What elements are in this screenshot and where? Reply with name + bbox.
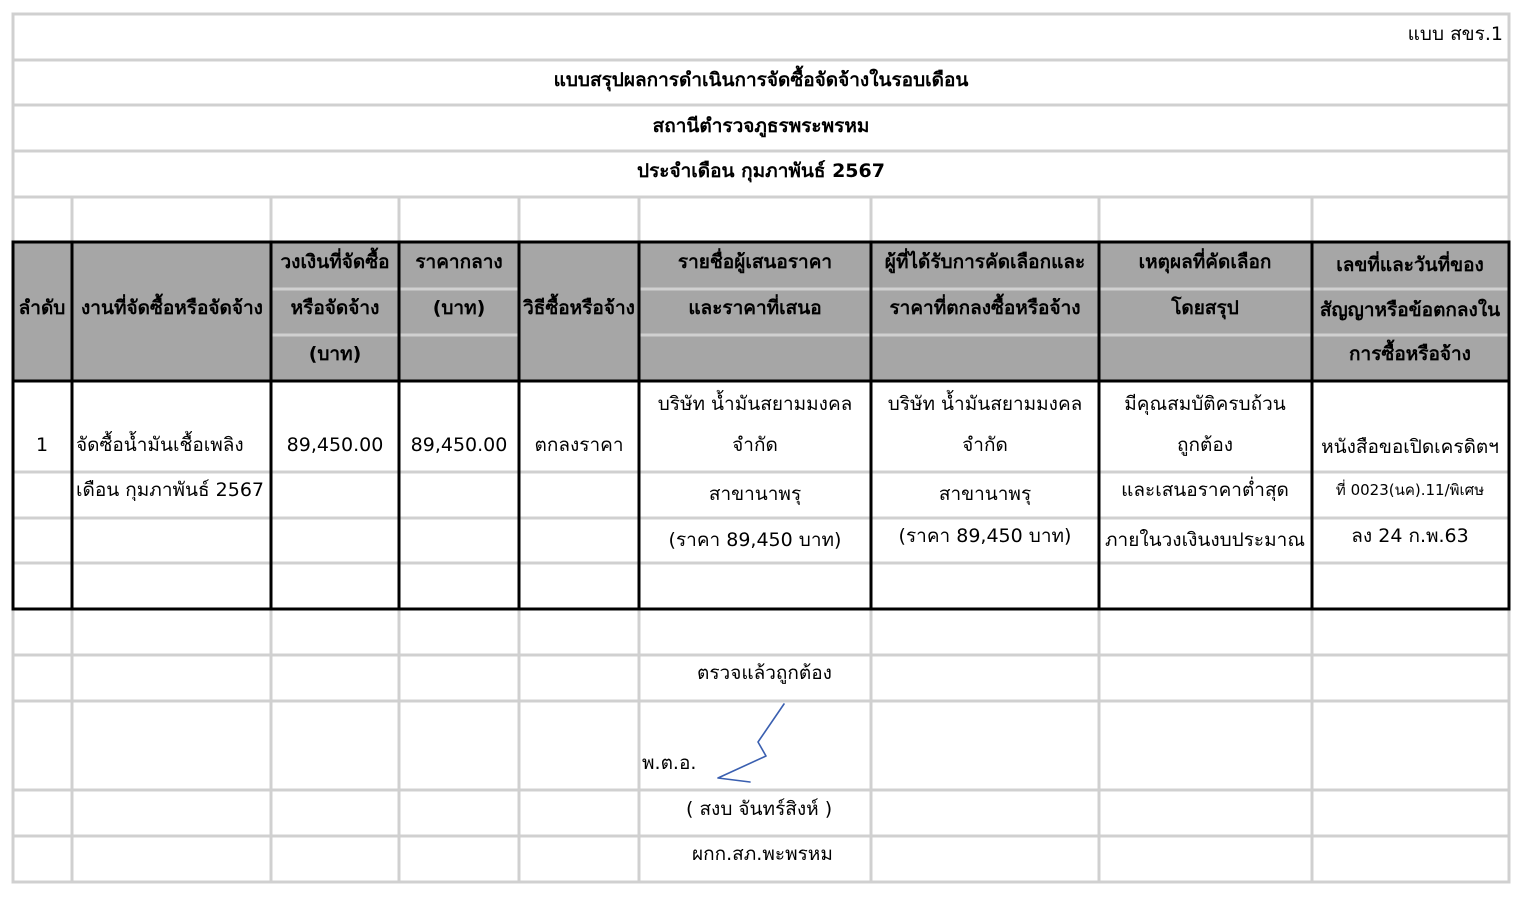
header-budget-line3: (บาท) [308,343,362,365]
verified-text: ตรวจแล้วถูกต้อง [697,662,832,684]
row-winner-line1: บริษัท น้ำมันสยามมงคล [887,393,1083,415]
header-reason-line1: เหตุผลที่คัดเลือก [1138,251,1272,273]
header-budget-line2: หรือจัดจ้าง [290,297,380,319]
signer-name: ( สงบ จันทร์สิงห์ ) [686,798,833,820]
signer-position: ผกก.สภ.พะพรหม [692,843,833,865]
row-method: ตกลงราคา [534,434,624,456]
row-contract-line1: หนังสือขอเปิดเครดิตฯ [1321,436,1499,458]
header-median-line1: ราคากลาง [415,251,503,273]
row-reason-line3: และเสนอราคาต่ำสุด [1121,479,1289,501]
row-reason-line2: ถูกต้อง [1176,434,1234,456]
agency-name: สถานีตำรวจภูธรพระพรหม [652,115,870,137]
row-contract-line3: ลง 24 ก.พ.63 [1351,525,1469,547]
report-period: ประจำเดือน กุมภาพันธ์ 2567 [637,160,885,182]
header-contract-line2: สัญญาหรือข้อตกลงใน [1319,299,1501,321]
row-task-line1: จัดซื้อน้ำมันเชื้อเพลิง [76,434,244,456]
row-winner-line3: สาขานาพรุ [938,483,1032,505]
row-task-line2: เดือน กุมภาพันธ์ 2567 [76,479,264,501]
row-no: 1 [35,434,49,456]
header-median-line2: (บาท) [432,297,486,319]
header-budget-line1: วงเงินที่จัดซื้อ [280,251,390,273]
row-winner-line4: (ราคา 89,450 บาท) [898,525,1072,547]
row-reason-line1: มีคุณสมบัติครบถ้วน [1124,393,1286,415]
header-reason-line2: โดยสรุป [1171,297,1239,319]
row-bidders-line4: (ราคา 89,450 บาท) [668,529,842,551]
signer-rank: พ.ต.อ. [642,752,697,774]
row-contract-line2: ที่ 0023(นค).11/พิเศษ [1335,481,1485,499]
header-winner-line1: ผู้ที่ได้รับการคัดเลือกและ [884,251,1086,273]
header-bidders-line2: และราคาที่เสนอ [688,297,822,319]
header-bidders-line1: รายชื่อผู้เสนอราคา [677,251,833,273]
header-task: งานที่จัดซื้อหรือจัดจ้าง [81,297,263,319]
signature-mark [718,704,784,782]
form-title: แบบสรุปผลการดำเนินการจัดซื้อจัดจ้างในรอบเดือน [553,69,969,91]
header-winner-line2: ราคาที่ตกลงซื้อหรือจ้าง [889,297,1081,319]
header-contract-line1: เลขที่และวันที่ของ [1336,254,1484,276]
row-median: 89,450.00 [410,434,508,456]
row-reason-line4: ภายในวงเงินงบประมาณ [1105,529,1305,551]
header-no: ลำดับ [18,297,66,319]
row-bidders-line1: บริษัท น้ำมันสยามมงคล [657,393,853,415]
header-method: วิธีซื้อหรือจ้าง [523,297,635,319]
row-budget: 89,450.00 [286,434,384,456]
row-bidders-line2: จำกัด [732,434,778,456]
row-winner-line2: จำกัด [962,434,1008,456]
form-code: แบบ สขร.1 [1407,23,1503,45]
row-bidders-line3: สาขานาพรุ [708,483,802,505]
header-contract-line3: การซื้อหรือจ้าง [1349,343,1471,365]
